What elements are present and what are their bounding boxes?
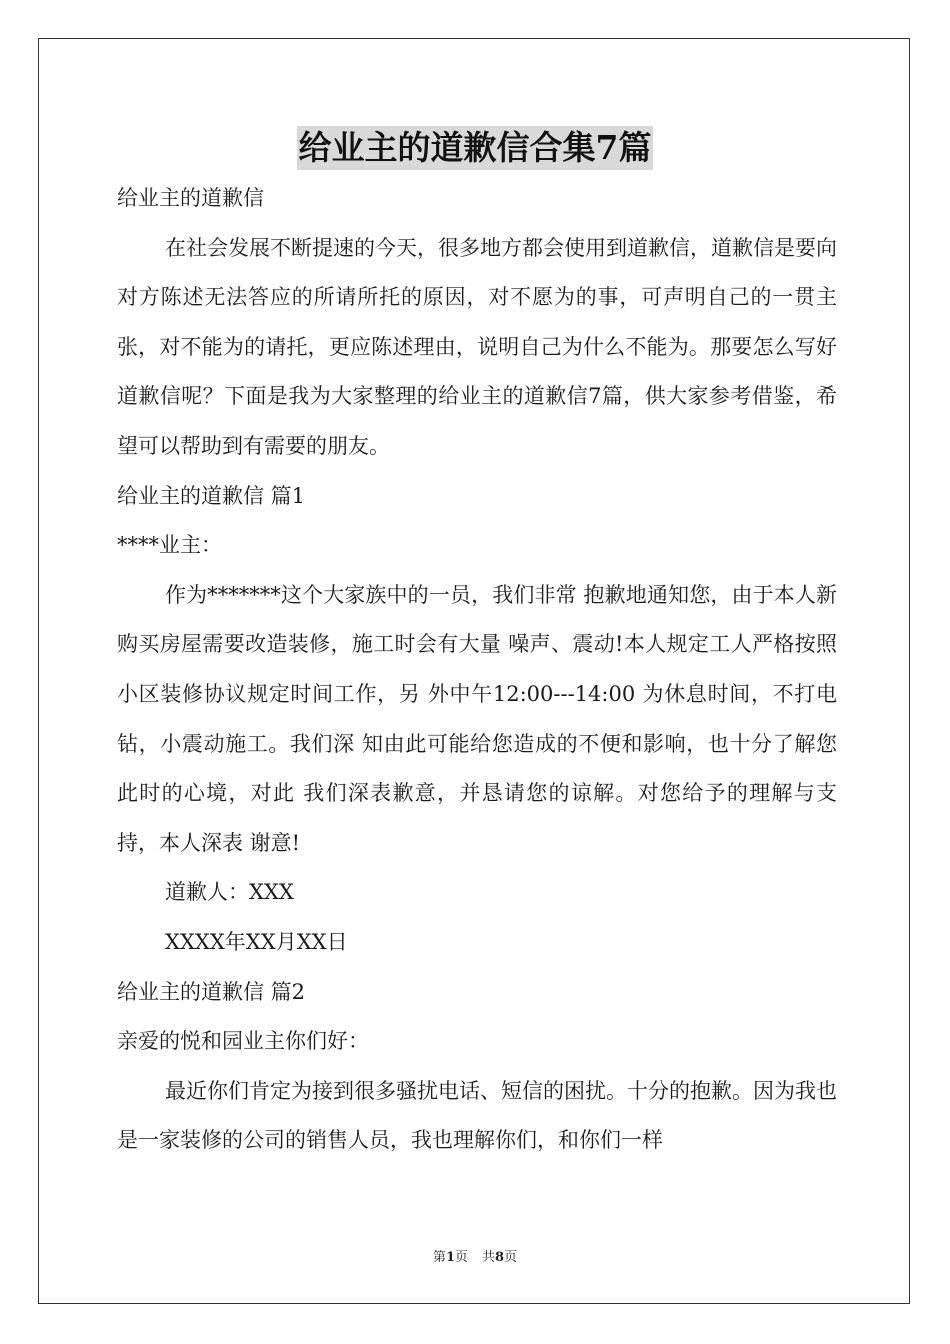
section-heading-intro: 给业主的道歉信 [117,186,264,210]
document-title: 给业主的道歉信合集7篇 [297,126,654,170]
section-heading-1: 给业主的道歉信 篇1 [117,483,306,508]
total-suffix: 页 [504,1250,518,1265]
total-pages: 8 [495,1250,505,1265]
page-suffix: 页 [454,1250,468,1265]
letter-2-body: 最近你们肯定为接到很多骚扰电话、短信的困扰。十分的抱歉。因为我也是一家装修的公司的销售人员，我也理解你们，和你们一样 [117,1078,837,1153]
page-prefix: 第 [432,1250,446,1265]
salutation-2: 亲爱的悦和园业主你们好： [117,1029,369,1054]
section-heading-2: 给业主的道歉信 篇2 [117,979,306,1004]
letter-1-date: XXXX年XX月XX日 [165,929,348,954]
page-number: 1 [445,1250,455,1265]
total-prefix: 共 [482,1250,496,1265]
intro-paragraph: 在社会发展不断提速的今天，很多地方都会使用到道歉信，道歉信是要向对方陈述无法答应的所请所托的原因，对不愿为的事，可声明自己的一贯主张，对不能为的请托，更应陈述理由，说明自己为什么不能为。那要怎么写好道歉信呢？下面是我为大家整理的给业主的道歉信7篇，供大家参考借鉴，希望可以帮助到有需要的朋友。 [117,235,837,458]
page-footer [0,1246,950,1265]
salutation-1: ****业主： [117,533,222,558]
letter-1-signature: 道歉人：XXX [165,880,294,905]
title-wrap [0,126,950,170]
document-body [117,174,837,1166]
letter-1-body: 作为*******这个大家族中的一员，我们非常 抱歉地通知您，由于本人新购买房屋需要改造装修，施工时会有大量 噪声、震动!本人规定工人严格按照小区装修协议规定时间工作，另 外中午12:00---14:00 为休息时间，不打电钻，小震动施工。我们深 知由此可能给您造成的不便和影响，也十分了解您此时的心境，对此 我们深表歉意，并恳请您的谅解。对您给予的理解与支持，本人深表 谢意! [117,582,837,855]
